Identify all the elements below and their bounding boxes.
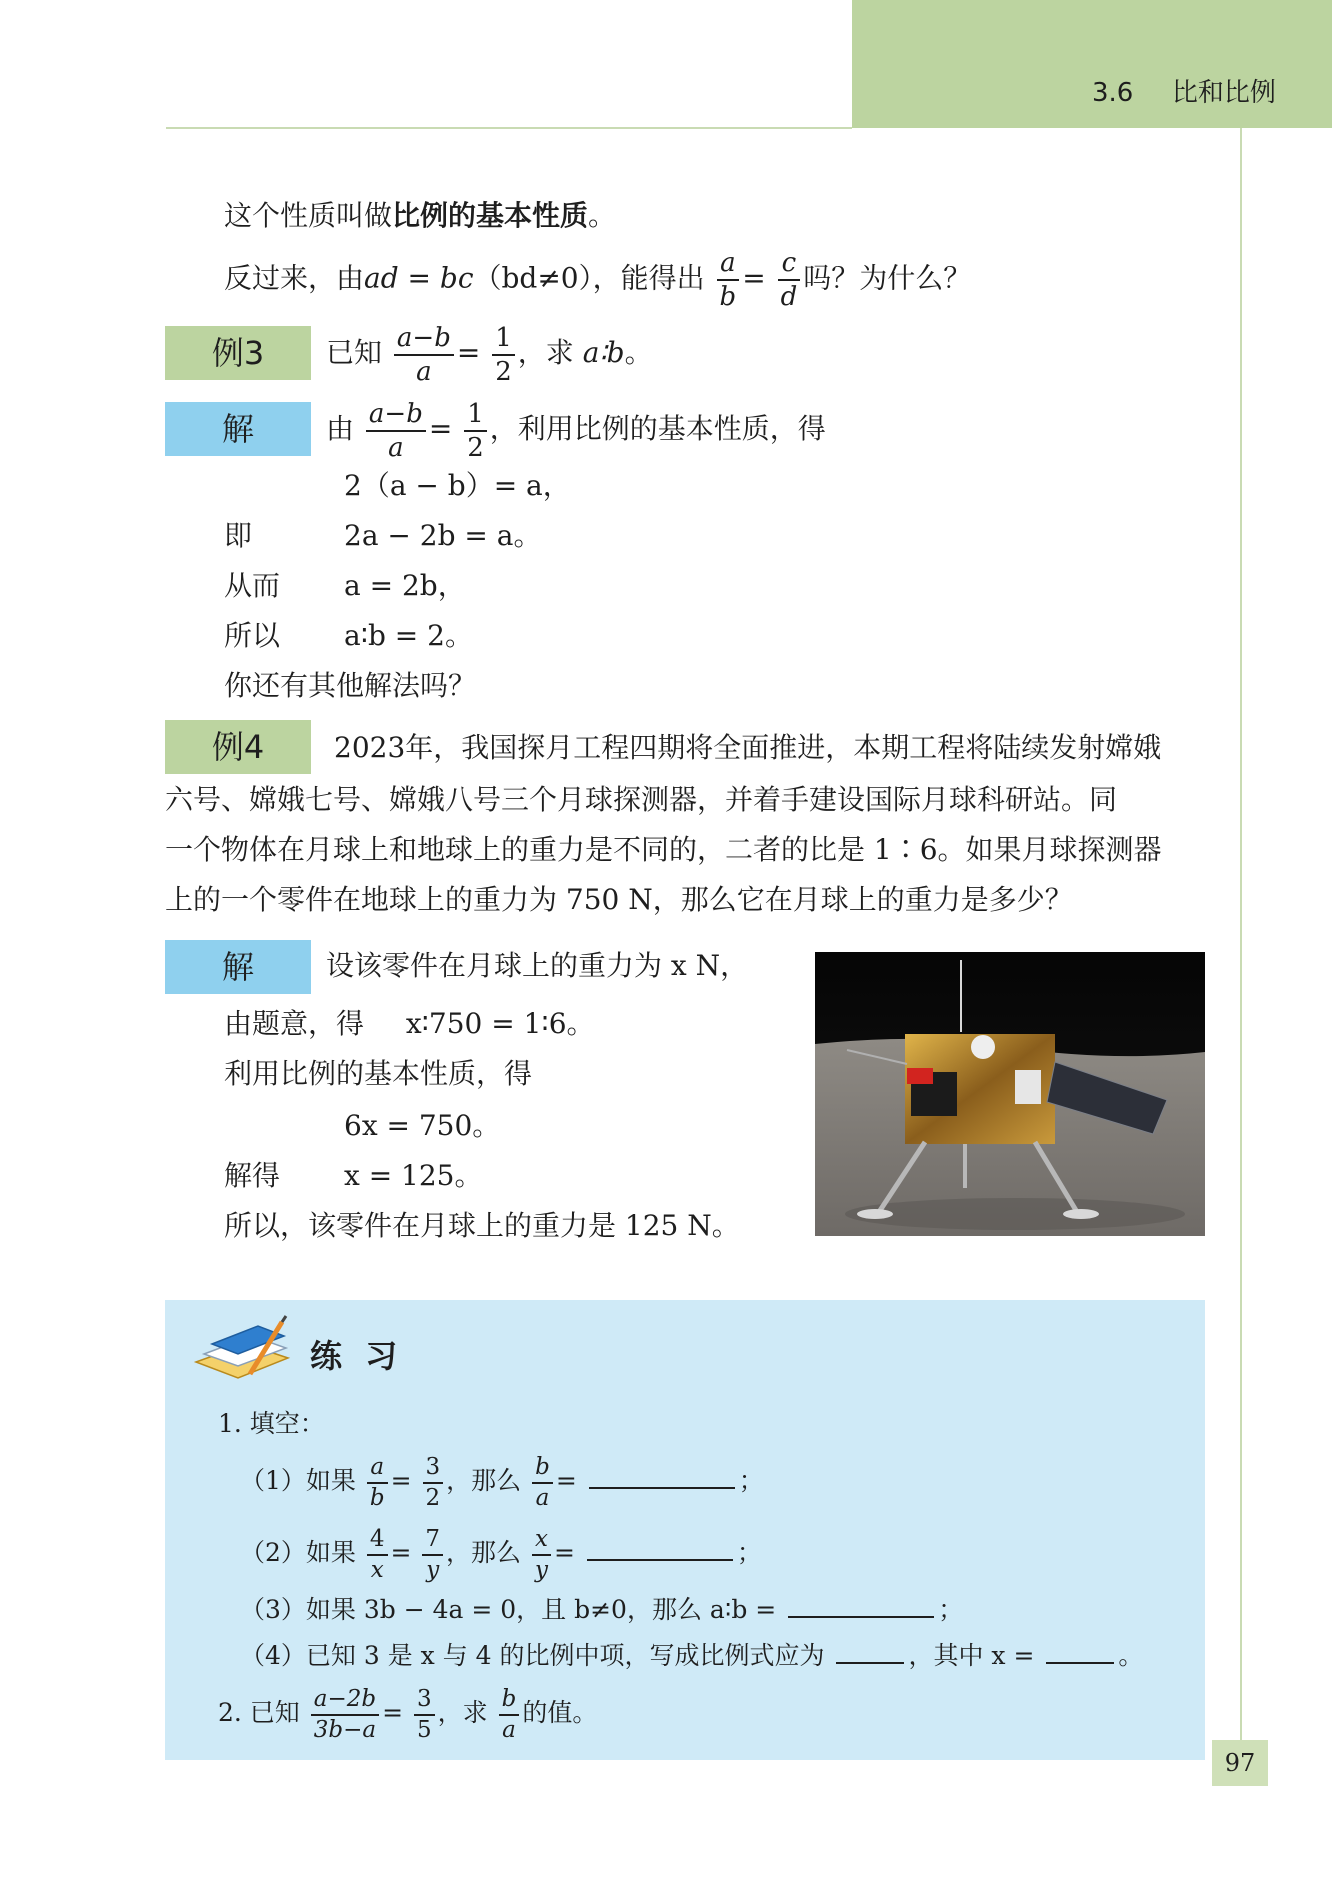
intro-line-2: 反过来，由ad = bc（bd≠0），能得出 $\frac{a}{b}$ = $\frac{c}{d}$ 吗？为什么？ (224, 248, 972, 312)
solution-3-label: 解 (165, 402, 311, 456)
solution-4-line-2: 由题意，得 x∶750 = 1∶6。 (224, 1007, 595, 1040)
answer-blank[interactable] (1046, 1636, 1114, 1664)
fraction: $\frac{b}{a}$ (532, 1456, 553, 1510)
section-number: 3.6 (1092, 78, 1134, 108)
answer-blank[interactable] (836, 1636, 904, 1664)
example-4-line-2: 六号、嫦娥七号、嫦娥八号三个月球探测器，并着手建设国际月球科研站。同 (165, 783, 1118, 816)
lunar-lander-photo (815, 952, 1205, 1236)
solution-4-line-5-label: 解得 (224, 1159, 281, 1192)
solution-4-line-6: 所以，该零件在月球上的重力是 125 N。 (224, 1209, 740, 1242)
fraction: $\frac{a-2b}{3b-a}$ (311, 1688, 379, 1742)
example-4-line-1: 2023年，我国探月工程四期将全面推进，本期工程将陆续发射嫦娥 (334, 731, 1162, 764)
exercise-q1-2: （2）如果 $\frac{4}{x}$ = $\frac{7}{y}$ ，那么 $\frac{x}{y}$ = ； (240, 1525, 762, 1583)
fraction: $\frac{a}{b}$ (367, 1456, 388, 1510)
solution-3-step-3-label: 从而 (224, 569, 281, 602)
solution-4-line-4: 6x = 750。 (344, 1109, 501, 1142)
solution-3-step-4-label: 所以 (224, 619, 281, 652)
exercise-q2: 2. 已知 $\frac{a-2b}{3b-a}$ = $\frac{3}{5}$ ，求 $\frac{b}{a}$ 的值。 (218, 1685, 598, 1743)
books-pencil-icon (190, 1314, 294, 1390)
exercise-q1-4: （4）已知 3 是 x 与 4 的比例中项，写成比例式应为 ，其中 x = 。 (240, 1636, 1143, 1674)
example-3-question: 已知 $\frac{a-b}{a}$ = $\frac{1}{2}$ ，求 a∶b。 (326, 322, 653, 387)
answer-blank[interactable] (589, 1461, 735, 1489)
intro-line-1: 这个性质叫做比例的基本性质。 (224, 199, 617, 232)
fraction: $\frac{4}{x}$ (367, 1528, 388, 1582)
solution-3-step-4: a∶b = 2。 (344, 619, 473, 652)
right-margin-rule (1240, 128, 1242, 1748)
solution-4-line-5: x = 125。 (344, 1159, 483, 1192)
exercise-q1-3: （3）如果 3b − 4a = 0，且 b≠0，那么 a∶b = ； (240, 1590, 963, 1628)
fraction-a-minus-b-over-a: $\frac{a-b}{a}$ (394, 325, 454, 385)
example-4-line-3: 一个物体在月球上和地球上的重力是不同的，二者的比是 1∶6。如果月球探测器 (165, 833, 1162, 866)
fraction-one-half: $\frac{1}{2}$ (464, 401, 487, 461)
key-term: 比例的基本性质 (392, 199, 589, 232)
solution-3-step-2-label: 即 (224, 519, 253, 552)
fraction-a-over-b: $\frac{a}{b}$ (717, 250, 740, 310)
solution-4-label: 解 (165, 940, 311, 994)
fraction: $\frac{3}{2}$ (423, 1456, 444, 1510)
fraction: $\frac{b}{a}$ (499, 1688, 520, 1742)
solution-3-step-2: 2a − 2b = a。 (344, 519, 542, 552)
page-number: 97 (1212, 1740, 1268, 1786)
answer-blank[interactable] (587, 1533, 733, 1561)
exercise-q1-1: （1）如果 $\frac{a}{b}$ = $\frac{3}{2}$ ，那么 $\frac{b}{a}$ = ； (240, 1453, 764, 1511)
solution-4-line-1: 设该零件在月球上的重力为 x N， (326, 949, 749, 982)
fraction: $\frac{7}{y}$ (422, 1528, 443, 1582)
fraction: $\frac{x}{y}$ (532, 1528, 551, 1582)
solution-3-question: 你还有其他解法吗？ (224, 669, 477, 702)
exercise-title: 练 习 (310, 1337, 404, 1375)
example-4-label: 例4 (165, 720, 311, 774)
fraction-a-minus-b-over-a: $\frac{a-b}{a}$ (366, 401, 426, 461)
solution-3-step-3: a = 2b， (344, 569, 466, 602)
solution-4-line-3: 利用比例的基本性质，得 (224, 1057, 533, 1090)
fraction: $\frac{3}{5}$ (414, 1688, 435, 1742)
solution-3-step-1: 2（a − b）= a， (344, 469, 571, 502)
example-4-line-4: 上的一个零件在地球上的重力为 750 N，那么它在月球上的重力是多少？ (165, 883, 1073, 916)
answer-blank[interactable] (788, 1590, 934, 1618)
section-header (1092, 76, 1276, 110)
section-title: 比和比例 (1171, 78, 1276, 108)
exercise-q1-title: 1. 填空： (218, 1409, 325, 1438)
fraction-c-over-d: $\frac{c}{d}$ (778, 250, 801, 310)
header-rule (166, 127, 852, 129)
fraction-one-half: $\frac{1}{2}$ (492, 325, 515, 385)
solution-3-intro: 由 $\frac{a-b}{a}$ = $\frac{1}{2}$ ，利用比例的基本性质，得 (326, 398, 826, 463)
example-3-label: 例3 (165, 326, 311, 380)
